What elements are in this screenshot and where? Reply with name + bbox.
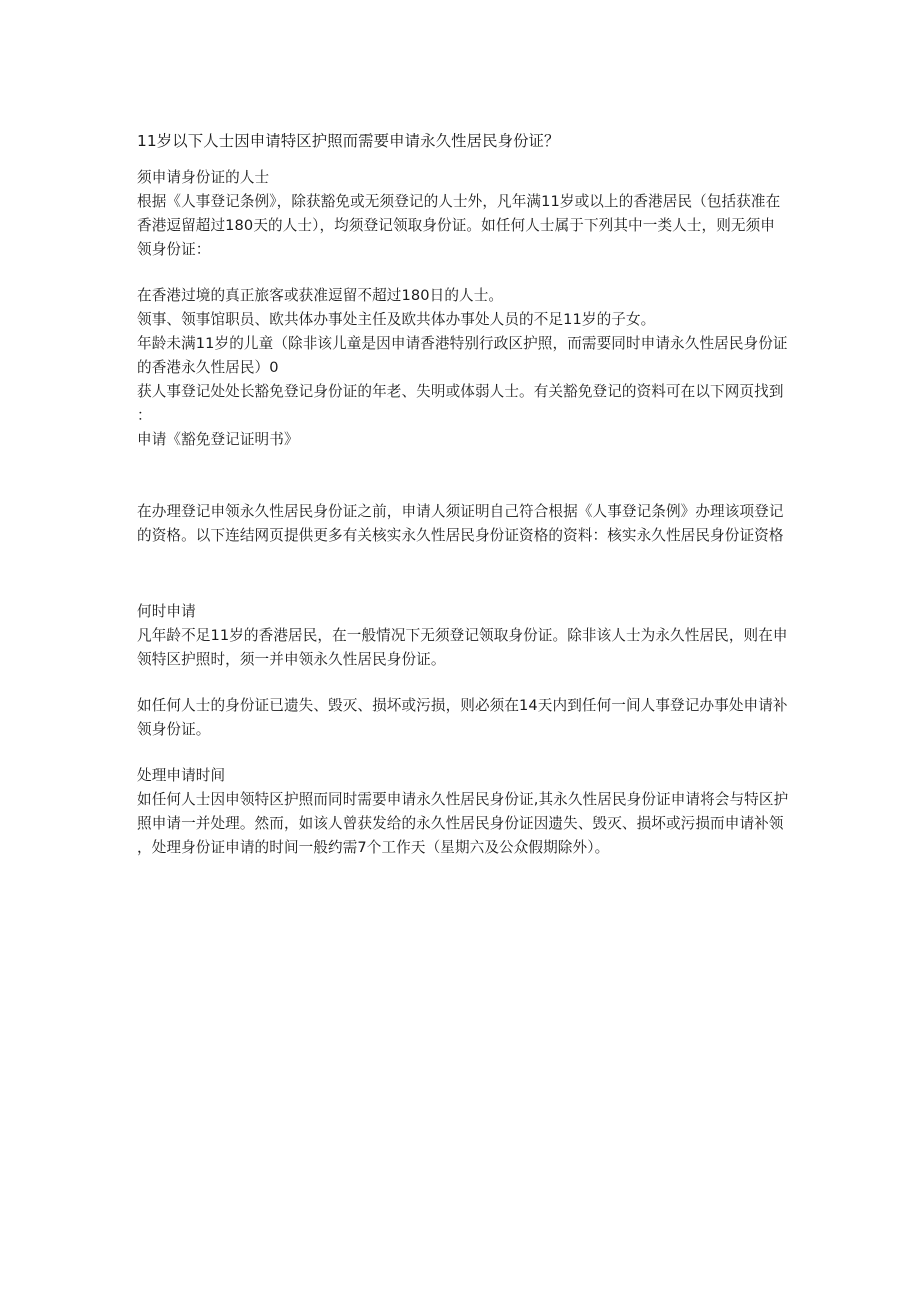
exemption-item: 在香港过境的真正旅客或获准逗留不超过180日的人士。 [137, 287, 504, 304]
page-title: 11岁以下人士因申请特区护照而需要申请永久性居民身份证？ [137, 132, 560, 150]
section-when-heading: 何时申请 [137, 603, 196, 620]
eligibility-paragraph: 在办理登记申领永久性居民身份证之前，申请人须证明自己符合根据《人事登记条例》办理该项登记的资格。以下连结网页提供更多有关核实永久性居民身份证资格的资料：核实永久性居民身份证资格 [137, 503, 784, 544]
section-when-para2: 如任何人士的身份证已遗失、毁灭、损坏或污损，则必须在14天内到任何一间人事登记办事处申请补领身份证。 [137, 697, 788, 738]
exemption-item: 年龄未满11岁的儿童（除非该儿童是因申请香港特别行政区护照，而需要同时申请永久性居民身份证的香港永久性居民）0 [137, 335, 788, 376]
section-when-para1: 凡年龄不足11岁的香港居民，在一般情况下无须登记领取身份证。除非该人士为永久性居民，则在申领特区护照时，须一并申领永久性居民身份证。 [137, 627, 788, 668]
section-processing-heading: 处理申请时间 [137, 767, 226, 784]
exemption-item: 获人事登记处处长豁免登记身份证的年老、失明或体弱人士。有关豁免登记的资料可在以下网页找到： [137, 383, 784, 424]
spacer [137, 548, 789, 600]
spacer [137, 452, 789, 500]
spacer [137, 742, 789, 764]
spacer [137, 672, 789, 694]
spacer [137, 262, 789, 284]
section-who-heading: 须申请身份证的人士 [137, 169, 270, 186]
section-who-intro: 根据《人事登记条例》，除获豁免或无须登记的人士外，凡年满11岁或以上的香港居民（包括获准在香港逗留超过180天的人士），均须登记领取身份证。如任何人士属于下列其中一类人士，则无须申领身份证： [137, 193, 781, 258]
section-processing-body: 如任何人士因申领特区护照而同时需要申请永久性居民身份证,其永久性居民身份证申请将会与特区护照申请一并处理。然而，如该人曾获发给的永久性居民身份证因遗失、毁灭、损坏或污损而申请补领，处理身份证申请的时间一般约需7个工作天（星期六及公众假期除外）。 [137, 791, 789, 856]
exemption-link[interactable]: 申请《豁免登记证明书》 [137, 431, 299, 448]
exemption-item: 领事、领事馆职员、欧共体办事处主任及欧共体办事处人员的不足11岁的子女。 [137, 311, 656, 328]
document-page [137, 128, 789, 860]
